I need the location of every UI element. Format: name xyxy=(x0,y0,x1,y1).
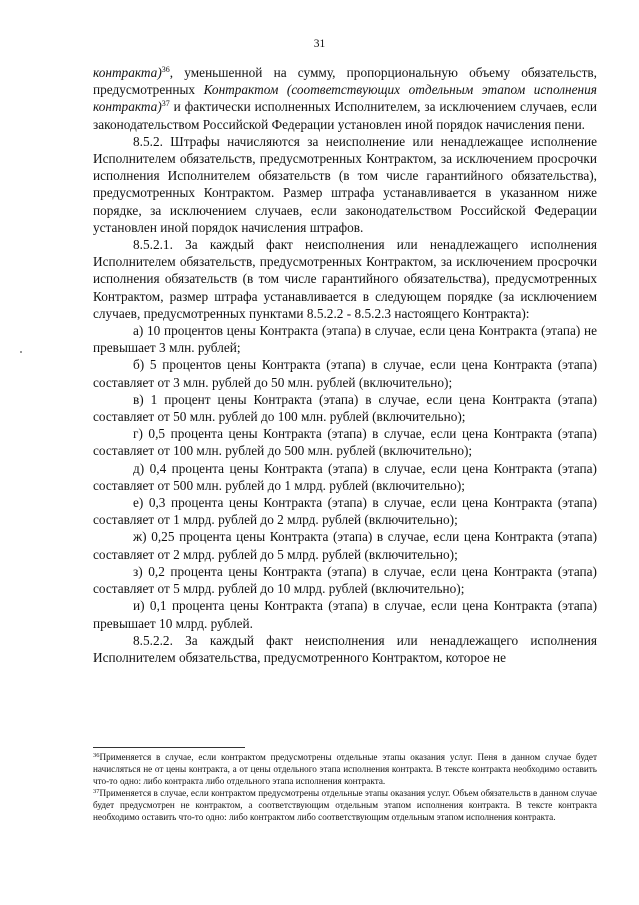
footnote-37 xyxy=(93,787,597,823)
footnote-ref-37[interactable]: 37 xyxy=(161,99,170,109)
footnote-number: 37 xyxy=(93,788,100,795)
footnote-36 xyxy=(93,751,597,787)
paragraph-8-5-2-2: 8.5.2.2. За каждый факт неисполнения или ненадлежащего исполнения Исполнителем обязательства, предусмотренного Контрактом, которое не xyxy=(93,632,597,665)
intro-italic-1: контракта) xyxy=(93,65,162,80)
list-item-i: и) 0,1 процента цены Контракта (этапа) в случае, если цена Контракта (этапа) превышает 10 млрд. рублей. xyxy=(93,598,597,631)
footnote-text: Применяется в случае, если контрактом предусмотрены отдельные этапы оказания услуг. Объем обязательств в данном случае будет предусмотрен не контрактом, а соответствующим отдельным этапом исполнения контракта. В тексте контракта необходимо оставить что-то одно: либо контрактом либо соответствующим отдельным этапом исполнения контракта. xyxy=(93,788,597,822)
paragraph-8-5-2-1: 8.5.2.1. За каждый факт неисполнения или ненадлежащего исполнения Исполнителем обязательств, предусмотренных Контрактом, за исключением просрочки исполнения обязательств (в том числе гарантийного обязательства), предусмотренных Контрактом, размер штрафа устанавливается в следующем порядке (за исключением случаев, предусмотренных пунктами 8.5.2.2 - 8.5.2.3 настоящего Контракта): xyxy=(93,237,597,321)
intro-text-2: и фактически исполненных Исполнителем, за исключением случаев, если законодательством Российской Федерации установлен иной порядок начисления пени. xyxy=(93,99,597,132)
list-item-zh: ж) 0,25 процента цены Контракта (этапа) в случае, если цена Контракта (этапа) составляет от 2 млрд. рублей до 5 млрд. рублей (включительно); xyxy=(93,529,597,562)
footnote-separator xyxy=(93,747,245,748)
page-number: 31 xyxy=(313,38,326,50)
list-item-e: е) 0,3 процента цены Контракта (этапа) в случае, если цена Контракта (этапа) составляет от 1 млрд. рублей до 2 млрд. рублей (включительно); xyxy=(93,495,597,528)
list-item-g: г) 0,5 процента цены Контракта (этапа) в случае, если цена Контракта (этапа) составляет от 100 млн. рублей до 500 млн. рублей (включительно); xyxy=(93,426,597,459)
list-item-v: в) 1 процент цены Контракта (этапа) в случае, если цена Контракта (этапа) составляет от 50 млн. рублей до 100 млн. рублей (включительно); xyxy=(93,391,597,425)
paragraph-8-5-2: 8.5.2. Штрафы начисляются за неисполнение или ненадлежащее исполнение Исполнителем обязательств, предусмотренных Контрактом, за исключением просрочки исполнения Исполнителем обязательств (в том числе гарантийного обязательства), предусмотренных Контрактом. Размер штрафа устанавливается в указанном ниже порядке, за исключением случаев, если законодательством Российской Федерации установлен иной порядок начисления штрафов. xyxy=(93,133,597,235)
footnote-number: 36 xyxy=(93,752,100,759)
margin-mark xyxy=(20,351,22,353)
footnote-text: Применяется в случае, если контрактом предусмотрены отдельные этапы оказания услуг. Пеня в данном случае будет начисляться не от цены контракта, а от цены отдельного этапа исполнения контракта. В тексте контракта необходимо оставить что-то одно: либо контракта либо отдельного этапа исполнения контракта. xyxy=(93,752,597,786)
body-text xyxy=(93,64,597,666)
intro-text-1: , уменьшенной на сумму, пропорциональную объему обязательств, предусмотренных xyxy=(93,65,597,98)
footnote-ref-36[interactable]: 36 xyxy=(161,65,170,74)
paragraph-intro xyxy=(93,64,597,133)
list-item-b: б) 5 процентов цены Контракта (этапа) в случае, если цена Контракта (этапа) составляет от 3 млн. рублей до 50 млн. рублей (включительно); xyxy=(93,357,597,390)
footnotes xyxy=(93,751,597,823)
list-item-a: а) 10 процентов цены Контракта (этапа) в случае, если цена Контракта (этапа) не превышает 3 млн. рублей; xyxy=(93,323,597,356)
intro-italic-2: Контрактом (соответствующих отдельным этапом исполнения контракта) xyxy=(93,82,597,115)
list-item-d: д) 0,4 процента цены Контракта (этапа) в случае, если цена Контракта (этапа) составляет от 500 млн. рублей до 1 млрд. рублей (включительно); xyxy=(93,460,597,493)
list-item-z: з) 0,2 процента цены Контракта (этапа) в случае, если цена Контракта (этапа) составляет от 5 млрд. рублей до 10 млрд. рублей (включительно); xyxy=(93,563,597,597)
